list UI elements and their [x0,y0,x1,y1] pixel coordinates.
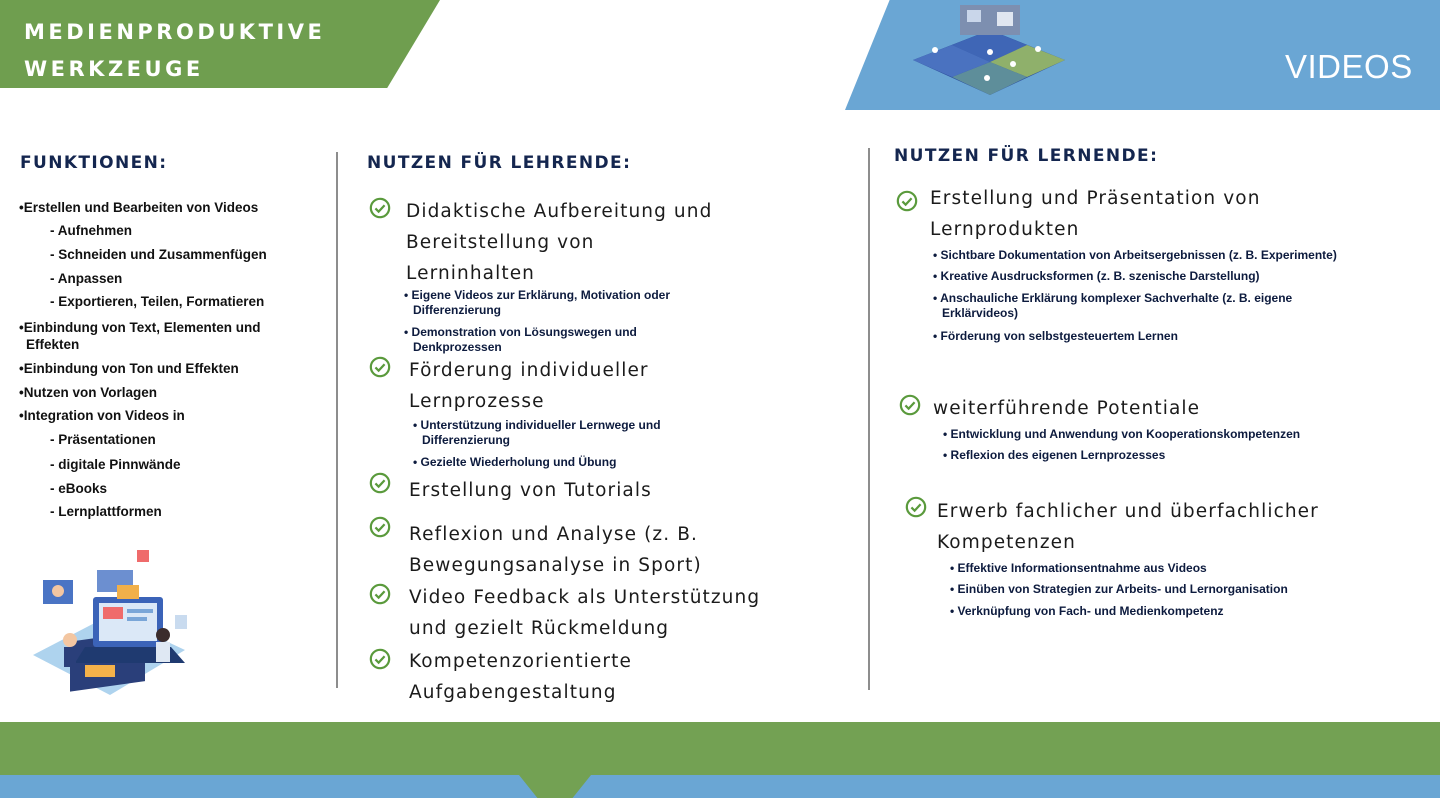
item-line: Kompetenzorientierte [409,651,632,672]
bullet-line: Erklärvideos) [942,306,1019,320]
bullet-line: Differenzierung [422,433,511,447]
lehrende-bullet: • Gezielte Wiederholung und Übung [413,455,617,469]
lernende-bullet: • Entwicklung und Anwendung von Kooperationskompetenzen [943,427,1301,441]
lernende-item: weiterführende Potentiale [933,398,1201,419]
check-circle-icon [369,648,391,670]
funktion-subitem: - digitale Pinnwände [50,457,181,472]
footer-blue-band [0,775,1440,798]
item-line: Didaktische Aufbereitung und [406,201,713,222]
column-divider-1 [336,152,338,688]
lehrende-item [409,646,632,708]
lernende-heading: NUTZEN FÜR LERNENDE: [894,146,1159,166]
lernende-item [930,183,1261,245]
funktion-subitem: - Anpassen [50,271,123,286]
lernende-bullet: • Förderung von selbstgesteuertem Lernen [933,329,1178,343]
item-line: Aufgabengestaltung [409,682,617,703]
bullet-line: • Eigene Videos zur Erklärung, Motivation oder [404,288,671,302]
check-circle-icon [369,356,391,378]
check-circle-icon [369,516,391,538]
section-title-videos: VIDEOS [1285,48,1413,85]
lernende-bullet: • Kreative Ausdrucksformen (z. B. szenische Darstellung) [933,269,1260,283]
lernende-bullet [933,291,1292,321]
isometric-classroom-icon [905,0,1075,105]
item-line: Erstellung und Präsentation von [930,188,1261,209]
funktion-item: •Einbindung von Text, Elementen und [19,320,261,335]
title-line-2: WERKZEUGE [24,57,204,81]
lehrende-bullet [404,325,637,355]
item-line: Video Feedback als Unterstützung [409,587,761,608]
item-line: Lerninhalten [406,263,535,284]
item-line: Lernprodukten [930,219,1080,240]
funktion-subitem: - Schneiden und Zusammenfügen [50,247,267,262]
funktionen-heading: FUNKTIONEN: [20,153,168,173]
lernende-bullet: • Einüben von Strategien zur Arbeits- und Lernorganisation [950,582,1288,596]
lernende-bullet: • Sichtbare Dokumentation von Arbeitsergebnissen (z. B. Experimente) [933,248,1337,262]
item-line: und gezielt Rückmeldung [409,618,670,639]
check-circle-icon [369,583,391,605]
item-line: Bewegungsanalyse in Sport) [409,555,702,576]
funktion-subitem: - Aufnehmen [50,223,132,238]
funktion-subitem: - Lernplattformen [50,504,162,519]
item-line: Erwerb fachlicher und überfachlicher [937,501,1319,522]
funktion-subitem: - Exportieren, Teilen, Formatieren [50,294,265,309]
lehrende-bullet [404,288,670,318]
lehrende-item [406,196,712,289]
funktion-item: •Erstellen und Bearbeiten von Videos [19,200,259,215]
bullet-line: • Demonstration von Lösungswegen und [404,325,637,339]
item-line: Förderung individueller [409,360,649,381]
footer-green-band [0,722,1440,775]
lehrende-item [409,582,760,644]
bullet-line: • Unterstützung individueller Lernwege und [413,418,661,432]
lernende-bullet: • Reflexion des eigenen Lernprozesses [943,448,1166,462]
lernende-item [937,496,1319,558]
check-circle-icon [899,394,921,416]
column-divider-2 [868,148,870,690]
bullet-line: Differenzierung [413,303,502,317]
funktion-item-cont: Effekten [26,337,80,352]
funktion-subitem: - eBooks [50,481,108,496]
item-line: Lernprozesse [409,391,545,412]
page-title [24,14,325,88]
lehrende-bullet [413,418,661,448]
bullet-line: • Anschauliche Erklärung komplexer Sachverhalte (z. B. eigene [933,291,1293,305]
laptop-video-illustration-icon [25,545,195,705]
bullet-line: Denkprozessen [413,340,502,354]
item-line: Reflexion und Analyse (z. B. [409,524,698,545]
funktion-item: •Einbindung von Ton und Effekten [19,361,239,376]
lehrende-item [409,355,649,417]
lernende-bullet: • Verknüpfung von Fach- und Medienkompetenz [950,604,1224,618]
item-line: Kompetenzen [937,532,1076,553]
check-circle-icon [369,472,391,494]
check-circle-icon [369,197,391,219]
check-circle-icon [896,190,918,212]
check-circle-icon [905,496,927,518]
lernende-bullet: • Effektive Informationsentnahme aus Videos [950,561,1207,575]
lehrende-item [409,519,702,581]
item-line: Bereitstellung von [406,232,595,253]
funktion-item: •Integration von Videos in [19,408,185,423]
lehrende-heading: NUTZEN FÜR LEHRENDE: [367,153,632,173]
title-line-1: MEDIENPRODUKTIVE [24,20,326,44]
funktion-subitem: - Präsentationen [50,432,156,447]
funktion-item: •Nutzen von Vorlagen [19,385,157,400]
lehrende-item: Erstellung von Tutorials [409,480,652,501]
